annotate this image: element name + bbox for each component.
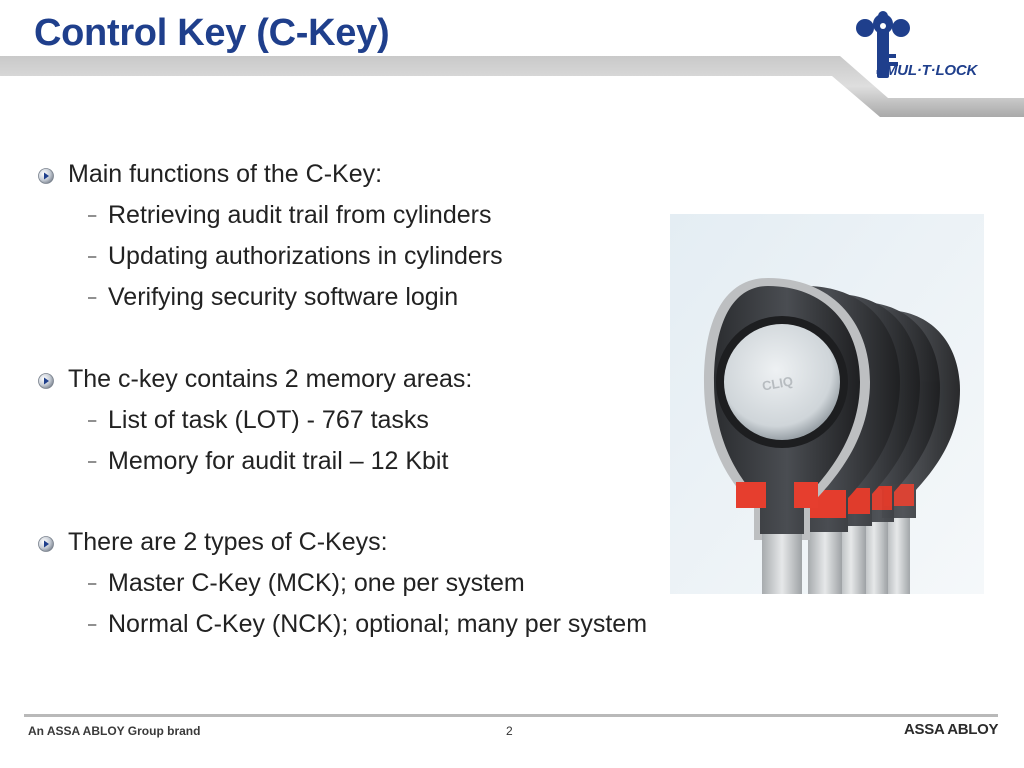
bullet-text: There are 2 types of C-Keys: — [68, 528, 388, 556]
dash: – — [88, 248, 97, 265]
list-item-text: Master C-Key (MCK); one per system — [108, 569, 525, 597]
page-number: 2 — [506, 724, 513, 738]
bullet-text: Main functions of the C-Key: — [68, 160, 383, 188]
dash: – — [88, 616, 97, 633]
dash: – — [88, 207, 97, 224]
registered-mark: ® — [876, 68, 882, 77]
bullet-icon — [38, 536, 54, 552]
list-item-text: Memory for audit trail – 12 Kbit — [108, 447, 449, 475]
footer-divider — [24, 714, 998, 717]
bullet-icon — [38, 168, 54, 184]
footer-brand-text: An ASSA ABLOY Group brand — [28, 724, 201, 738]
dash: – — [88, 575, 97, 592]
list-item-text: List of task (LOT) - 767 tasks — [108, 406, 429, 434]
page-title: Control Key (C-Key) — [34, 12, 390, 54]
assa-abloy-logo: ASSA ABLOY — [904, 721, 999, 738]
c-key-photo — [670, 214, 984, 594]
bullet-text: The c-key contains 2 memory areas: — [68, 365, 473, 393]
list-item-text: Updating authorizations in cylinders — [108, 242, 503, 270]
list-item-text: Retrieving audit trail from cylinders — [108, 201, 492, 229]
logo-text: MUL·T·LOCK — [885, 62, 978, 79]
bullet-icon — [38, 373, 54, 389]
dash: – — [88, 453, 97, 470]
key-label: CLIQ — [760, 373, 795, 394]
dash: – — [88, 412, 97, 429]
list-item-text: Normal C-Key (NCK); optional; many per system — [108, 610, 648, 638]
list-item-text: Verifying security software login — [108, 283, 459, 311]
dash: – — [88, 289, 97, 306]
